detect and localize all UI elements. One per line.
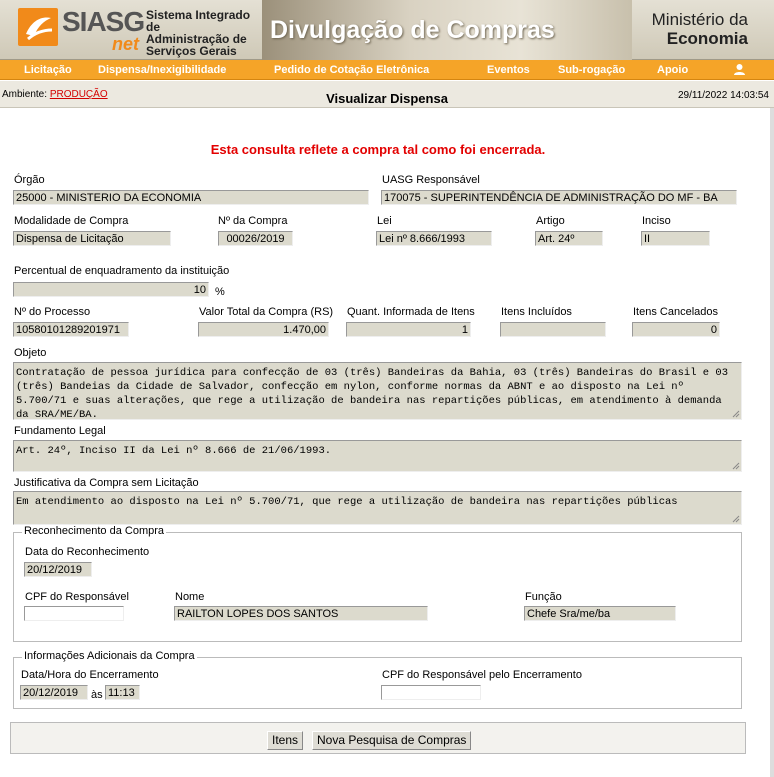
resize-handle-icon[interactable]: [732, 462, 740, 470]
hora-encerramento-field: 11:13: [105, 685, 140, 700]
objeto-text: Contratação de pessoa jurídica para confecção de 03 (três) Bandeiras da Bahia, 03 (três) Bandeiras do Brasil e 03 (três) Bandeias da Cidade de Salvador, confecção em nylon, conforme normas da ABNT e ao disposto na Lei nº 5.700/71 e suas alterações, que rege a utilização de bandeira nas repartições públicas, em atendimento à demanda da SRA/ME/BA.: [16, 367, 729, 420]
page-header: [0, 0, 774, 60]
valor-field: 1.470,00: [198, 322, 329, 337]
itens-cancelados-field: 0: [632, 322, 720, 337]
orgao-label: Órgão: [14, 174, 45, 186]
quant-itens-label: Quant. Informada de Itens: [347, 306, 475, 318]
valor-label: Valor Total da Compra (RS): [199, 306, 334, 318]
page-title: Visualizar Dispensa: [326, 91, 448, 106]
fundamento-textarea[interactable]: [13, 440, 742, 472]
menu-item-apoio[interactable]: Apoio: [657, 64, 689, 76]
fundamento-text: Art. 24º, Inciso II da Lei nº 8.666 de 21/06/1993.: [16, 445, 332, 457]
menu-item-pedido-cotacao[interactable]: Pedido de Cotação Eletrônica: [274, 64, 430, 76]
orgao-field: 25000 - MINISTERIO DA ECONOMIA: [13, 190, 369, 205]
env-link[interactable]: PRODUÇÃO: [49, 89, 108, 100]
menu-item-dispensa[interactable]: Dispensa/Inexigibilidade: [98, 64, 227, 76]
objeto-textarea[interactable]: [13, 362, 742, 420]
uasg-label: UASG Responsável: [382, 174, 480, 186]
ncompra-label: Nº da Compra: [218, 215, 288, 227]
cpf-responsavel-field: [24, 606, 124, 621]
uasg-field: 170075 - SUPERINTENDÊNCIA DE ADMINISTRAÇÃO DO MF - BA: [381, 190, 737, 205]
menu-item-eventos[interactable]: Eventos: [487, 64, 530, 76]
inciso-field: II: [641, 231, 710, 246]
adicionais-legend: Informações Adicionais da Compra: [24, 650, 195, 662]
nome-field: RAILTON LOPES DOS SANTOS: [174, 606, 428, 621]
siasg-logo-icon: [18, 8, 58, 46]
data-reconhecimento-label: Data do Reconhecimento: [25, 546, 150, 558]
cpf-encerramento-label: CPF do Responsável pelo Encerramento: [382, 669, 582, 681]
banner-title: Divulgação de Compras: [270, 16, 555, 44]
system-name: Sistema Integrado de Administração de Serviços Gerais: [146, 8, 251, 58]
itens-incluidos-label: Itens Incluídos: [501, 306, 572, 318]
vertical-scrollbar[interactable]: [770, 108, 774, 777]
data-encerramento-field: 20/12/2019: [20, 685, 88, 700]
user-icon[interactable]: [733, 63, 746, 76]
modalidade-field: Dispensa de Licitação: [13, 231, 171, 246]
funcao-field: Chefe Sra/me/ba: [524, 606, 676, 621]
adicionais-fieldset: [13, 650, 742, 709]
itens-incluidos-field: [500, 322, 606, 337]
artigo-label: Artigo: [536, 215, 565, 227]
nome-label: Nome: [175, 591, 205, 603]
notice-message: Esta consulta reflete a compra tal como foi encerrada.: [210, 142, 546, 157]
button-bar: [10, 722, 746, 754]
justificativa-label: Justificativa da Compra sem Licitação: [14, 477, 199, 489]
ministry-line2: Economia: [666, 29, 748, 48]
percentual-field: 10: [13, 282, 209, 297]
processo-field: 10580101289201971: [13, 322, 129, 337]
itens-button[interactable]: Itens: [267, 731, 303, 750]
cpf-encerramento-field: [381, 685, 481, 700]
lei-label: Lei: [377, 215, 392, 227]
resize-handle-icon[interactable]: [732, 515, 740, 523]
env-label: Ambiente:: [2, 89, 48, 100]
modalidade-label: Modalidade de Compra: [14, 215, 129, 227]
artigo-field: Art. 24º: [535, 231, 603, 246]
ministry-line1: Ministério da: [651, 10, 748, 29]
logo-text: SIASG: [62, 6, 145, 37]
data-reconhecimento-field: 20/12/2019: [24, 562, 92, 577]
objeto-label: Objeto: [14, 347, 47, 359]
fundamento-label: Fundamento Legal: [14, 425, 106, 437]
nova-pesquisa-button[interactable]: Nova Pesquisa de Compras: [312, 731, 471, 750]
datahora-encerramento-label: Data/Hora do Encerramento: [21, 669, 159, 681]
processo-label: Nº do Processo: [14, 306, 91, 318]
justificativa-text: Em atendimento ao disposto na Lei nº 5.700/71, que rege a utilização de bandeira nas repartições públicas: [16, 496, 678, 508]
resize-handle-icon[interactable]: [732, 410, 740, 418]
percentual-unit: %: [215, 286, 225, 298]
percentual-label: Percentual de enquadramento da instituição: [14, 265, 230, 277]
quant-itens-field: 1: [346, 322, 471, 337]
lei-field: Lei nº 8.666/1993: [376, 231, 492, 246]
status-bar: [0, 81, 774, 108]
banner: [262, 0, 632, 60]
datetime: 29/11/2022 14:03:54: [677, 90, 769, 101]
inciso-label: Inciso: [642, 215, 671, 227]
ncompra-field: 00026/2019: [218, 231, 293, 246]
funcao-label: Função: [525, 591, 562, 603]
menu-item-sub-rogacao[interactable]: Sub-rogação: [558, 64, 626, 76]
as-label: às: [91, 689, 103, 701]
reconhecimento-legend: Reconhecimento da Compra: [24, 525, 165, 537]
cpf-responsavel-label: CPF do Responsável: [25, 591, 129, 603]
logo-sub: net: [112, 34, 139, 54]
menu-item-licitacao[interactable]: Licitação: [24, 64, 72, 76]
ministry-name: [652, 10, 748, 48]
main-menu: [0, 60, 774, 80]
itens-cancelados-label: Itens Cancelados: [633, 306, 718, 318]
justificativa-textarea[interactable]: [13, 491, 742, 525]
